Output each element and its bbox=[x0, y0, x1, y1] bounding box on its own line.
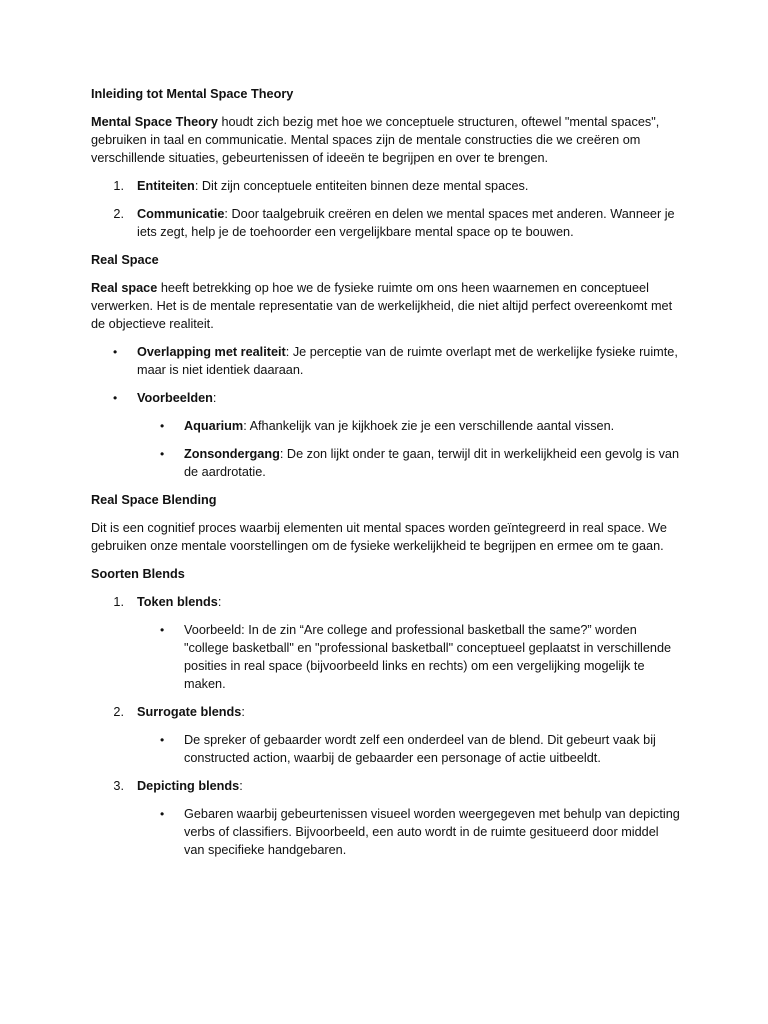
heading-soorten-blends: Soorten Blends bbox=[91, 567, 185, 581]
blend-sub-item bbox=[91, 621, 681, 693]
heading-intro: Inleiding tot Mental Space Theory bbox=[91, 87, 294, 101]
item-text: : Afhankelijk van je kijkhoek zie je een verschillende aantal vissen. bbox=[243, 419, 615, 433]
intro-list-item bbox=[91, 177, 681, 195]
item-text: : bbox=[239, 779, 243, 793]
example-item bbox=[91, 445, 681, 481]
intro-term: Mental Space Theory bbox=[91, 115, 218, 129]
item-term: Voorbeelden bbox=[137, 391, 213, 405]
item-term: Zonsondergang bbox=[184, 447, 280, 461]
item-term: Token blends bbox=[137, 595, 218, 609]
item-text: : Dit zijn conceptuele entiteiten binnen deze mental spaces. bbox=[194, 179, 529, 193]
heading-real-space: Real Space bbox=[91, 253, 159, 267]
blending-paragraph: Dit is een cognitief proces waarbij elementen uit mental spaces worden geïntegreerd in real space. We gebruiken onze mentale voorstellingen om de fysieke werkelijkheid te begrijpen en ermee om te gaan. bbox=[91, 521, 667, 553]
intro-paragraph bbox=[91, 113, 681, 167]
list-number: 1. bbox=[113, 595, 124, 609]
real-space-bullet-item bbox=[91, 389, 681, 407]
bullet-icon: • bbox=[160, 447, 165, 461]
item-term: Communicatie bbox=[137, 207, 225, 221]
item-text: : bbox=[212, 391, 217, 405]
list-number: 2. bbox=[113, 705, 124, 719]
intro-list-item bbox=[91, 205, 681, 241]
item-text: De spreker of gebaarder wordt zelf een onderdeel van de blend. Dit gebeurt vaak bij constructed action, waarbij de gebaarder een personage of actie uitbeeldt. bbox=[184, 733, 656, 765]
real-space-text: heeft betrekking op hoe we de fysieke ruimte om ons heen waarnemen en conceptueel verwerken. Het is de mentale representatie van de werkelijkheid, die niet altijd perfect overeenkomt met de objectieve realiteit. bbox=[91, 281, 673, 331]
item-text: Gebaren waarbij gebeurtenissen visueel worden weergegeven met behulp van depicting verbs of classifiers. Bijvoorbeeld, een auto wordt in de ruimte gesitueerd door middel van specifieke handgebaren. bbox=[184, 807, 680, 857]
list-number: 1. bbox=[113, 179, 124, 193]
bullet-icon: • bbox=[160, 807, 165, 821]
item-text: : bbox=[217, 595, 222, 609]
bullet-icon: • bbox=[160, 623, 165, 637]
document-body bbox=[91, 85, 681, 869]
bullet-icon: • bbox=[160, 419, 165, 433]
blend-list-item bbox=[91, 593, 681, 611]
item-term: Entiteiten bbox=[137, 179, 195, 193]
bullet-icon: • bbox=[113, 345, 118, 359]
heading-real-space-blending: Real Space Blending bbox=[91, 493, 217, 507]
item-text: : bbox=[241, 705, 245, 719]
item-text: : Door taalgebruik creëren en delen we mental spaces met anderen. Wanneer je iets zegt, help je de toehoorder een vergelijkbare mental space op te bouwen. bbox=[137, 207, 675, 239]
item-text: Voorbeeld: In de zin “Are college and professional basketball the same?” worden "college basketball" en "professional basketball" conceptueel geplaatst in verschillende posities in real space (bijvoorbeeld links en rechts) om een vergelijking mogelijk te maken. bbox=[184, 623, 672, 691]
example-item bbox=[91, 417, 681, 435]
bullet-icon: • bbox=[160, 733, 165, 747]
item-term: Aquarium bbox=[184, 419, 244, 433]
bullet-icon: • bbox=[113, 391, 118, 405]
intro-text: houdt zich bezig met hoe we conceptuele structuren, oftewel "mental spaces", gebruiken in taal en communicatie. Mental spaces zijn de mentale constructies die we creëren om verschillende situaties, gebeurtenissen of ideeën te begrijpen en over te brengen. bbox=[91, 115, 660, 165]
list-number: 2. bbox=[113, 207, 124, 221]
item-text: : De zon lijkt onder te gaan, terwijl dit in werkelijkheid een gevolg is van de aardrotatie. bbox=[184, 447, 680, 479]
item-text: : Je perceptie van de ruimte overlapt met de werkelijke fysieke ruimte, maar is niet identiek daaraan. bbox=[137, 345, 678, 377]
blend-sub-item bbox=[91, 731, 681, 767]
list-number: 3. bbox=[113, 779, 124, 793]
real-space-paragraph bbox=[91, 279, 681, 333]
real-space-bullet-item bbox=[91, 343, 681, 379]
blend-list-item bbox=[91, 777, 681, 795]
item-term: Overlapping met realiteit bbox=[137, 345, 286, 359]
real-space-term: Real space bbox=[91, 281, 158, 295]
blend-list-item bbox=[91, 703, 681, 721]
item-term: Depicting blends bbox=[137, 779, 240, 793]
item-term: Surrogate blends bbox=[137, 705, 242, 719]
blend-sub-item bbox=[91, 805, 681, 859]
